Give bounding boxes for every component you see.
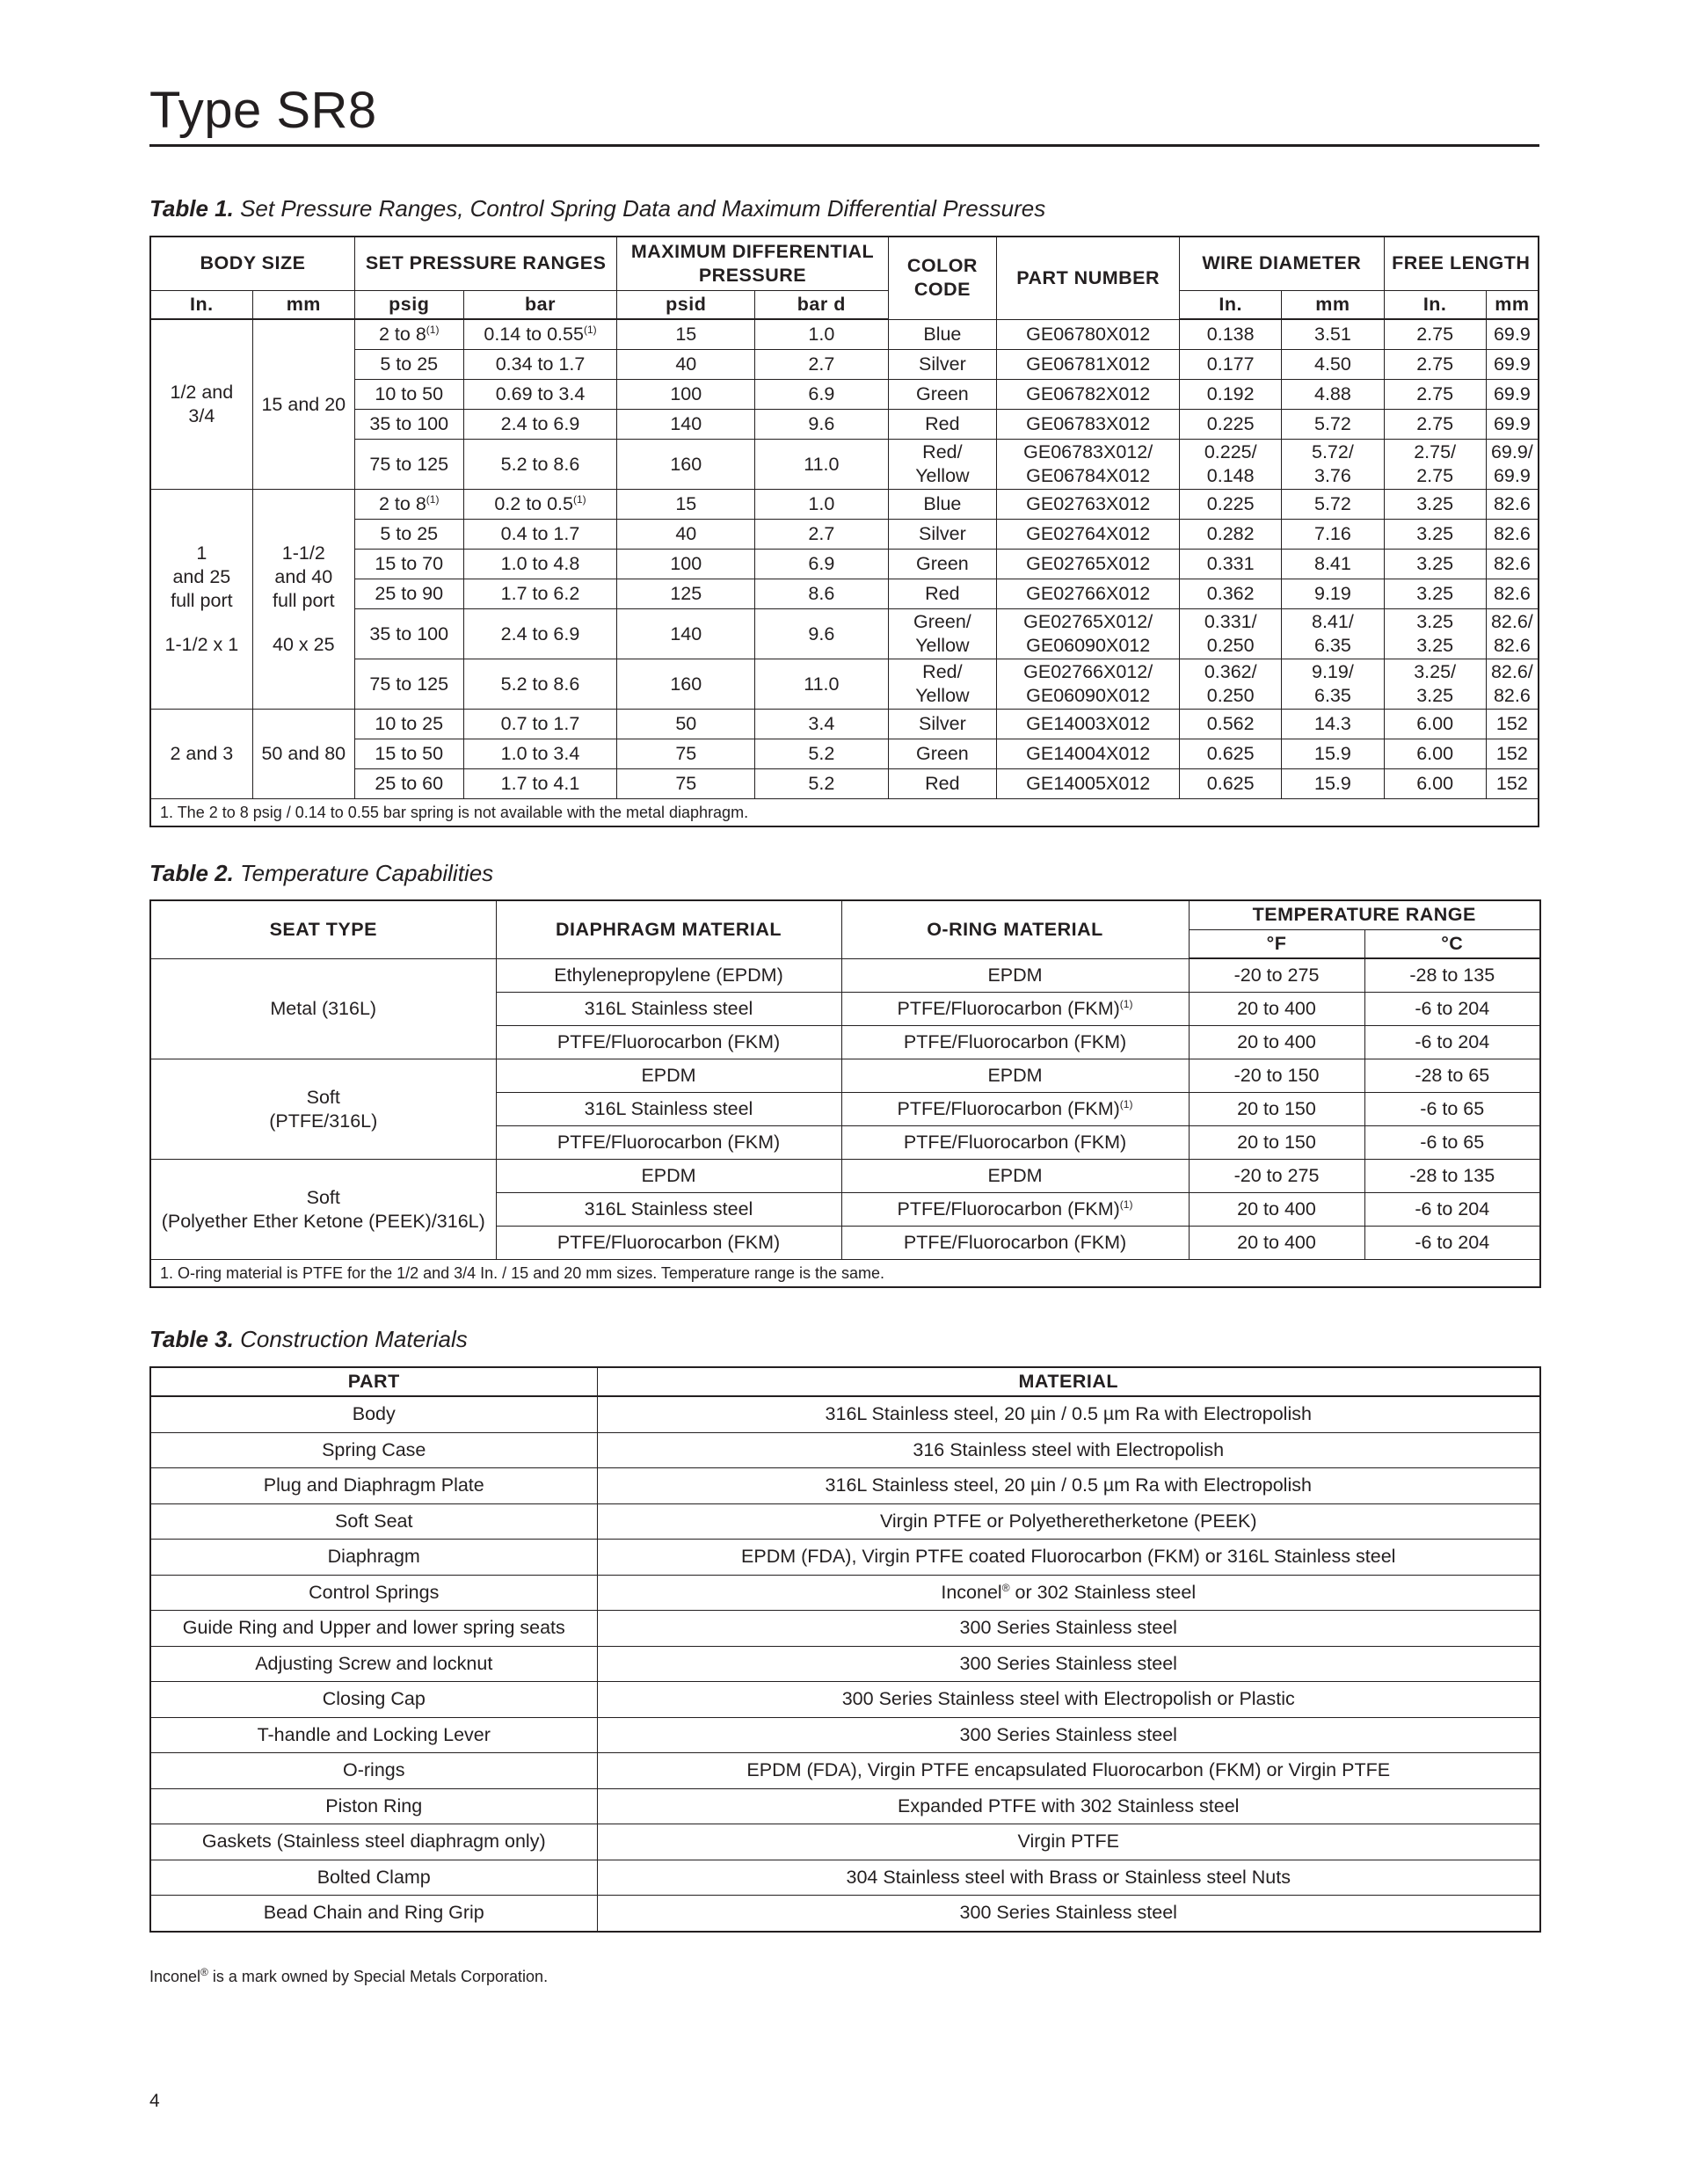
footnote-ref: (1) [1119,1198,1133,1211]
cell-free-mm: 82.6/ 82.6 [1486,659,1539,710]
body-size-in: 1/2 and 3/4 [150,319,252,490]
cell-part: Bead Chain and Ring Grip [150,1896,597,1932]
table-row [150,380,1539,410]
cell-bar-d: 1.0 [755,490,888,520]
cell-material: 316L Stainless steel, 20 µin / 0.5 µm Ra with Electropolish [597,1396,1540,1432]
cell-temp-f: 20 to 400 [1189,1193,1364,1227]
cell-free-in: 3.25 [1384,550,1486,579]
cell-color: Silver [888,520,997,550]
cell-wire-mm: 15.9 [1282,739,1384,769]
table-row [150,1575,1540,1611]
cell-part: GE02764X012 [997,520,1180,550]
cell-psig: 75 to 125 [354,440,463,490]
cell-material: 316L Stainless steel, 20 µin / 0.5 µm Ra with Electropolish [597,1468,1540,1504]
cell-free-mm: 152 [1486,710,1539,739]
table-row [150,550,1539,579]
cell-free-in: 2.75 [1384,410,1486,440]
cell-psig: 10 to 25 [354,710,463,739]
cell-part: GE14003X012 [997,710,1180,739]
table3-construction [149,1366,1541,1933]
cell-wire-mm: 5.72/ 3.76 [1282,440,1384,490]
cell-bar: 0.7 to 1.7 [463,710,617,739]
table1-caption [149,195,1045,222]
registered-mark: ® [200,1966,208,1978]
cell-psid: 50 [617,710,755,739]
cell-part: Plug and Diaphragm Plate [150,1468,597,1504]
body-size-mm: 1-1/2 and 40 full port 40 x 25 [252,490,354,710]
cell-oring: PTFE/Fluorocarbon (FKM)$^{(1)}$ [841,993,1189,1026]
footnote-ref: (1) [426,492,440,506]
cell-bar: 0.4 to 1.7 [463,520,617,550]
cell-temp-f: 20 to 150 [1189,1093,1364,1126]
registered-mark: ® [1001,1581,1010,1594]
title-rule [149,144,1539,147]
table1-caption-label: Table 1. [149,195,234,222]
table-row [150,1611,1540,1647]
table-row [150,1824,1540,1860]
cell-part: Closing Cap [150,1682,597,1718]
cell-color: Green [888,380,997,410]
table2-caption-label: Table 2. [149,860,234,886]
cell-temp-c: -6 to 65 [1364,1126,1540,1160]
cell-wire-mm: 3.51 [1282,319,1384,350]
cell-bar-d: 11.0 [755,440,888,490]
cell-free-mm: 152 [1486,739,1539,769]
cell-bar: 0.14 to 0.55$^{(1)}$ [463,319,617,350]
cell-part: Control Springs [150,1575,597,1611]
cell-psig: 2 to 8$^{(1)}$ [354,490,463,520]
cell-part: T-handle and Locking Lever [150,1717,597,1753]
cell-temp-c: -28 to 135 [1364,958,1540,993]
cell-part: GE02765X012/ GE06090X012 [997,609,1180,659]
cell-bar: 1.7 to 6.2 [463,579,617,609]
cell-psig: 75 to 125 [354,659,463,710]
cell-bar-d: 2.7 [755,350,888,380]
cell-bar-d: 5.2 [755,739,888,769]
cell-free-in: 3.25 [1384,579,1486,609]
unit-wire-mm: mm [1282,290,1384,319]
cell-temp-f: -20 to 150 [1189,1059,1364,1093]
cell-temp-c: -6 to 204 [1364,1193,1540,1227]
cell-part: GE14005X012 [997,769,1180,799]
cell-color: Red [888,769,997,799]
cell-free-mm: 82.6 [1486,520,1539,550]
cell-bar: 5.2 to 8.6 [463,440,617,490]
cell-bar: 2.4 to 6.9 [463,410,617,440]
seat-type: Metal (316L) [150,958,496,1059]
cell-material: EPDM (FDA), Virgin PTFE coated Fluorocarbon (FKM) or 316L Stainless steel [597,1540,1540,1576]
cell-psid: 140 [617,410,755,440]
cell-free-in: 3.25 3.25 [1384,609,1486,659]
table1-caption-text: Set Pressure Ranges, Control Spring Data and Maximum Differential Pressures [233,195,1046,222]
cell-bar-d: 9.6 [755,410,888,440]
table-row [150,1860,1540,1896]
cell-psid: 125 [617,579,755,609]
table-row [150,1682,1540,1718]
body-size-in: 1 and 25 full port 1-1/2 x 1 [150,490,252,710]
cell-wire-mm: 7.16 [1282,520,1384,550]
cell-free-mm: 152 [1486,769,1539,799]
header-part-number: PART NUMBER [997,237,1180,319]
cell-material: EPDM (FDA), Virgin PTFE encapsulated Fluorocarbon (FKM) or Virgin PTFE [597,1753,1540,1789]
cell-wire-mm: 8.41/ 6.35 [1282,609,1384,659]
cell-bar-d: 9.6 [755,609,888,659]
cell-temp-c: -28 to 135 [1364,1160,1540,1193]
table2-caption-text: Temperature Capabilities [233,860,494,886]
cell-color: Red/ Yellow [888,440,997,490]
cell-color: Blue [888,319,997,350]
cell-part: Diaphragm [150,1540,597,1576]
trademark-note: Inconel® is a mark owned by Special Metals Corporation. [149,1966,549,1985]
cell-psid: 40 [617,520,755,550]
header-material: MATERIAL [597,1367,1540,1396]
header-body-size: BODY SIZE [150,237,354,290]
table-row [150,1896,1540,1932]
cell-material: Inconel® or 302 Stainless steel [597,1575,1540,1611]
body-size-in: 2 and 3 [150,710,252,799]
table-row [150,490,1539,520]
unit-fahrenheit: °F [1189,929,1364,958]
cell-free-in: 3.25/ 3.25 [1384,659,1486,710]
table-row [150,579,1539,609]
cell-wire-mm: 9.19/ 6.35 [1282,659,1384,710]
cell-psig: 15 to 70 [354,550,463,579]
cell-bar-d: 6.9 [755,550,888,579]
cell-oring: PTFE/Fluorocarbon (FKM) [841,1126,1189,1160]
cell-color: Silver [888,710,997,739]
header-max-differential: MAXIMUM DIFFERENTIAL PRESSURE [617,237,888,290]
header-seat-type: SEAT TYPE [150,900,496,958]
cell-diaphragm: Ethylenepropylene (EPDM) [496,958,841,993]
cell-psig: 15 to 50 [354,739,463,769]
page-number: 4 [149,2091,160,2111]
unit-psid: psid [617,290,755,319]
cell-part: GE06783X012 [997,410,1180,440]
cell-part: GE02766X012 [997,579,1180,609]
cell-bar: 0.34 to 1.7 [463,350,617,380]
footnote-ref: (1) [1119,1097,1133,1110]
cell-wire-mm: 4.50 [1282,350,1384,380]
cell-part: Adjusting Screw and locknut [150,1646,597,1682]
cell-part: Soft Seat [150,1503,597,1540]
cell-temp-c: -28 to 65 [1364,1059,1540,1093]
seat-type: Soft (Polyether Ether Ketone (PEEK)/316L) [150,1160,496,1260]
cell-oring: PTFE/Fluorocarbon (FKM) [841,1026,1189,1059]
table-row [150,1468,1540,1504]
cell-psig: 2 to 8$^{(1)}$ [354,319,463,350]
cell-psid: 75 [617,769,755,799]
cell-material: 316 Stainless steel with Electropolish [597,1432,1540,1468]
cell-psig: 35 to 100 [354,609,463,659]
unit-in: In. [150,290,252,319]
cell-bar-d: 1.0 [755,319,888,350]
cell-color: Green [888,550,997,579]
cell-free-in: 2.75/ 2.75 [1384,440,1486,490]
cell-psid: 15 [617,319,755,350]
header-oring-material: O-RING MATERIAL [841,900,1189,958]
cell-wire-mm: 5.72 [1282,490,1384,520]
cell-bar: 1.7 to 4.1 [463,769,617,799]
cell-color: Blue [888,490,997,520]
cell-oring: EPDM [841,1160,1189,1193]
cell-material: 300 Series Stainless steel [597,1896,1540,1932]
cell-psig: 5 to 25 [354,520,463,550]
table-row [150,350,1539,380]
cell-bar: 0.2 to 0.5$^{(1)}$ [463,490,617,520]
cell-psid: 140 [617,609,755,659]
cell-diaphragm: PTFE/Fluorocarbon (FKM) [496,1126,841,1160]
cell-part: GE06780X012 [997,319,1180,350]
cell-part: Spring Case [150,1432,597,1468]
unit-free-mm: mm [1486,290,1539,319]
cell-wire-mm: 8.41 [1282,550,1384,579]
body-size-mm: 15 and 20 [252,319,354,490]
table1-spring-data [149,236,1539,827]
cell-free-mm: 69.9/ 69.9 [1486,440,1539,490]
table-row [150,710,1539,739]
cell-free-mm: 69.9 [1486,350,1539,380]
footnote-ref: (1) [1119,997,1133,1010]
cell-part: Bolted Clamp [150,1860,597,1896]
cell-wire-in: 0.225 [1180,490,1282,520]
cell-bar-d: 8.6 [755,579,888,609]
cell-free-in: 2.75 [1384,380,1486,410]
cell-bar: 1.0 to 3.4 [463,739,617,769]
cell-bar-d: 5.2 [755,769,888,799]
cell-temp-f: 20 to 400 [1189,993,1364,1026]
header-free-length: FREE LENGTH [1384,237,1539,290]
cell-wire-in: 0.362 [1180,579,1282,609]
cell-bar-d: 2.7 [755,520,888,550]
cell-temp-f: 20 to 150 [1189,1126,1364,1160]
footnote-ref: (1) [572,492,586,506]
table-row [150,1503,1540,1540]
cell-psid: 100 [617,550,755,579]
unit-wire-in: In. [1180,290,1282,319]
footnote-ref: (1) [583,323,597,336]
cell-wire-in: 0.192 [1180,380,1282,410]
cell-diaphragm: 316L Stainless steel [496,1093,841,1126]
table2-temperature [149,899,1541,1288]
cell-color: Red [888,410,997,440]
cell-temp-f: 20 to 400 [1189,1227,1364,1260]
cell-part: GE14004X012 [997,739,1180,769]
cell-part: GE02766X012/ GE06090X012 [997,659,1180,710]
cell-psid: 160 [617,440,755,490]
header-set-pressure: SET PRESSURE RANGES [354,237,617,290]
table3-caption [149,1326,468,1353]
cell-psig: 35 to 100 [354,410,463,440]
cell-part: Body [150,1396,597,1432]
cell-temp-f: 20 to 400 [1189,1026,1364,1059]
cell-material: 300 Series Stainless steel [597,1611,1540,1647]
cell-psig: 25 to 60 [354,769,463,799]
cell-temp-f: -20 to 275 [1189,958,1364,993]
seat-type: Soft (PTFE/316L) [150,1059,496,1160]
cell-diaphragm: PTFE/Fluorocarbon (FKM) [496,1026,841,1059]
cell-wire-in: 0.225 [1180,410,1282,440]
table-row [150,319,1539,350]
cell-color: Green [888,739,997,769]
cell-free-mm: 82.6/ 82.6 [1486,609,1539,659]
header-temperature-range: TEMPERATURE RANGE [1189,900,1540,929]
cell-wire-in: 0.625 [1180,769,1282,799]
table-row [150,1753,1540,1789]
cell-color: Red [888,579,997,609]
cell-free-mm: 69.9 [1486,410,1539,440]
cell-temp-f: -20 to 275 [1189,1160,1364,1193]
cell-wire-in: 0.562 [1180,710,1282,739]
cell-psig: 5 to 25 [354,350,463,380]
table3-caption-text: Construction Materials [233,1326,468,1352]
footnote-ref: (1) [426,323,440,336]
table-row [150,410,1539,440]
cell-free-mm: 82.6 [1486,490,1539,520]
cell-psig: 10 to 50 [354,380,463,410]
cell-bar: 5.2 to 8.6 [463,659,617,710]
cell-free-in: 2.75 [1384,350,1486,380]
table-row [150,739,1539,769]
cell-material: 304 Stainless steel with Brass or Stainless steel Nuts [597,1860,1540,1896]
cell-material: Expanded PTFE with 302 Stainless steel [597,1788,1540,1824]
cell-psid: 15 [617,490,755,520]
cell-free-in: 2.75 [1384,319,1486,350]
cell-part: GE02765X012 [997,550,1180,579]
table-row [150,1432,1540,1468]
table-row [150,769,1539,799]
cell-diaphragm: EPDM [496,1160,841,1193]
cell-oring: PTFE/Fluorocarbon (FKM)$^{(1)}$ [841,1193,1189,1227]
cell-bar: 1.0 to 4.8 [463,550,617,579]
cell-wire-mm: 5.72 [1282,410,1384,440]
unit-psig: psig [354,290,463,319]
cell-material: Virgin PTFE [597,1824,1540,1860]
cell-free-mm: 82.6 [1486,550,1539,579]
cell-bar: 0.69 to 3.4 [463,380,617,410]
cell-free-in: 6.00 [1384,769,1486,799]
cell-part: Piston Ring [150,1788,597,1824]
cell-part: GE02763X012 [997,490,1180,520]
table-row [150,1540,1540,1576]
table-row [150,958,1540,993]
table-row [150,1717,1540,1753]
cell-bar-d: 6.9 [755,380,888,410]
cell-wire-mm: 9.19 [1282,579,1384,609]
table-row [150,1646,1540,1682]
table-row [150,1788,1540,1824]
unit-free-in: In. [1384,290,1486,319]
cell-part: O-rings [150,1753,597,1789]
cell-wire-mm: 15.9 [1282,769,1384,799]
cell-psid: 100 [617,380,755,410]
cell-color: Green/ Yellow [888,609,997,659]
cell-part: GE06781X012 [997,350,1180,380]
cell-diaphragm: PTFE/Fluorocarbon (FKM) [496,1227,841,1260]
header-wire-diameter: WIRE DIAMETER [1180,237,1384,290]
cell-temp-c: -6 to 204 [1364,1227,1540,1260]
cell-diaphragm: 316L Stainless steel [496,1193,841,1227]
cell-wire-in: 0.225/ 0.148 [1180,440,1282,490]
cell-free-mm: 69.9 [1486,319,1539,350]
cell-wire-in: 0.331 [1180,550,1282,579]
cell-material: 300 Series Stainless steel with Electropolish or Plastic [597,1682,1540,1718]
cell-oring: PTFE/Fluorocarbon (FKM) [841,1227,1189,1260]
body-size-mm: 50 and 80 [252,710,354,799]
table-row [150,440,1539,490]
cell-psig: 25 to 90 [354,579,463,609]
cell-material: Virgin PTFE or Polyetheretherketone (PEEK) [597,1503,1540,1540]
cell-temp-c: -6 to 65 [1364,1093,1540,1126]
cell-part: GE06783X012/ GE06784X012 [997,440,1180,490]
unit-bar-d: bar d [755,290,888,319]
cell-wire-mm: 14.3 [1282,710,1384,739]
cell-temp-c: -6 to 204 [1364,993,1540,1026]
cell-wire-mm: 4.88 [1282,380,1384,410]
cell-free-mm: 69.9 [1486,380,1539,410]
unit-mm: mm [252,290,354,319]
cell-diaphragm: EPDM [496,1059,841,1093]
page-title: Type SR8 [149,82,377,139]
table-row [150,609,1539,659]
cell-free-in: 3.25 [1384,490,1486,520]
table-row [150,520,1539,550]
cell-temp-c: -6 to 204 [1364,1026,1540,1059]
cell-wire-in: 0.625 [1180,739,1282,769]
cell-material: 300 Series Stainless steel [597,1717,1540,1753]
cell-wire-in: 0.177 [1180,350,1282,380]
cell-free-in: 3.25 [1384,520,1486,550]
table-row [150,1160,1540,1193]
cell-bar-d: 3.4 [755,710,888,739]
cell-color: Silver [888,350,997,380]
table3-caption-label: Table 3. [149,1326,234,1352]
cell-psid: 160 [617,659,755,710]
unit-celsius: °C [1364,929,1540,958]
table-row [150,1059,1540,1093]
table-row [150,659,1539,710]
cell-wire-in: 0.331/ 0.250 [1180,609,1282,659]
cell-color: Red/ Yellow [888,659,997,710]
cell-bar: 2.4 to 6.9 [463,609,617,659]
cell-free-in: 6.00 [1384,739,1486,769]
cell-wire-in: 0.138 [1180,319,1282,350]
header-diaphragm-material: DIAPHRAGM MATERIAL [496,900,841,958]
cell-part: GE06782X012 [997,380,1180,410]
cell-oring: PTFE/Fluorocarbon (FKM)$^{(1)}$ [841,1093,1189,1126]
cell-part: Gaskets (Stainless steel diaphragm only) [150,1824,597,1860]
cell-part: Guide Ring and Upper and lower spring seats [150,1611,597,1647]
cell-bar-d: 11.0 [755,659,888,710]
cell-psid: 40 [617,350,755,380]
cell-psid: 75 [617,739,755,769]
table2-footnote: 1. O-ring material is PTFE for the 1/2 and 3/4 In. / 15 and 20 mm sizes. Temperature range is the same. [150,1260,1540,1288]
cell-wire-in: 0.282 [1180,520,1282,550]
cell-wire-in: 0.362/ 0.250 [1180,659,1282,710]
cell-oring: EPDM [841,958,1189,993]
cell-free-in: 6.00 [1384,710,1486,739]
cell-free-mm: 82.6 [1486,579,1539,609]
header-color-code: COLOR CODE [888,237,997,319]
table2-caption [149,860,493,887]
table-row [150,1396,1540,1432]
cell-oring: EPDM [841,1059,1189,1093]
header-part: PART [150,1367,597,1396]
unit-bar: bar [463,290,617,319]
table1-footnote: 1. The 2 to 8 psig / 0.14 to 0.55 bar spring is not available with the metal diaphragm. [150,799,1539,827]
cell-diaphragm: 316L Stainless steel [496,993,841,1026]
cell-material: 300 Series Stainless steel [597,1646,1540,1682]
